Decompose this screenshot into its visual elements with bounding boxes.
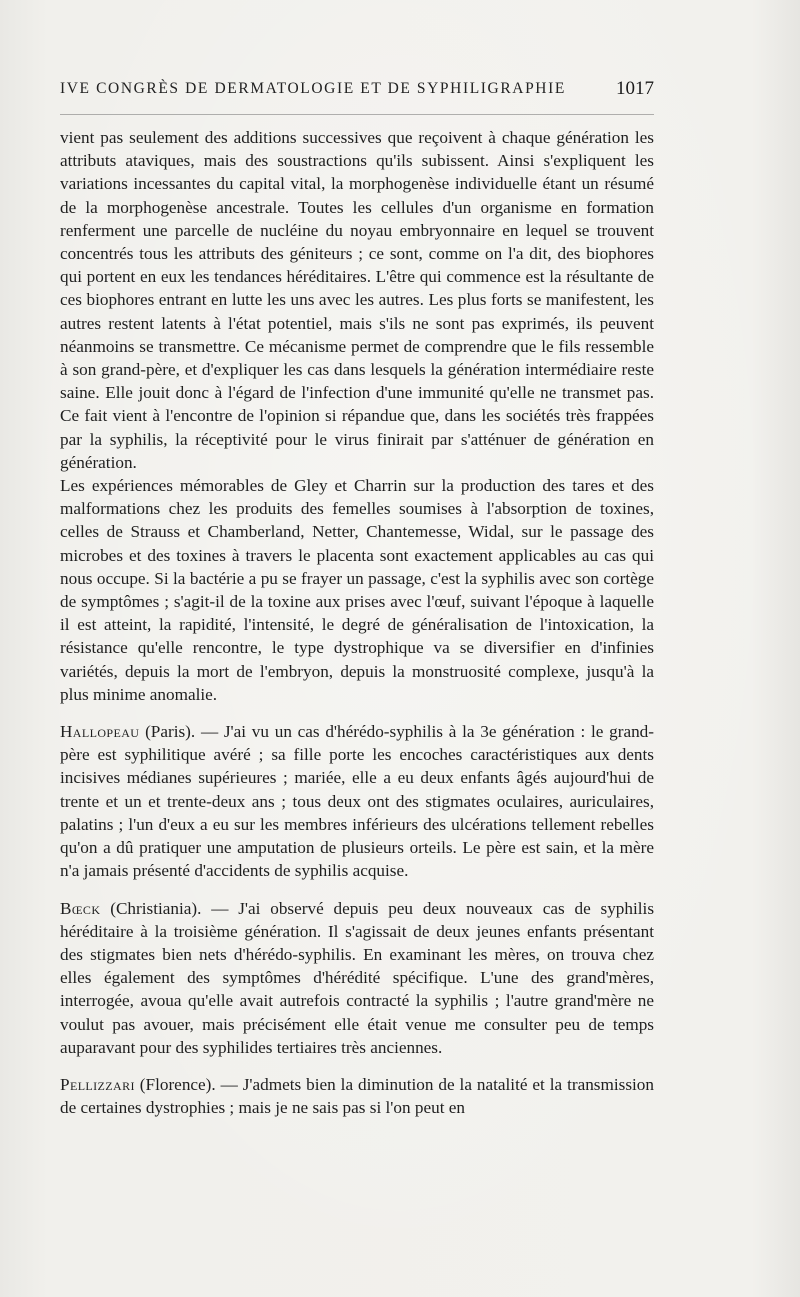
page-header [60, 78, 654, 104]
intervention-pellizzari [60, 1073, 654, 1119]
speaker-location: (Florence). [134, 1074, 216, 1094]
running-head: IVE CONGRÈS DE DERMATOLOGIE ET DE SYPHILIGRAPHIE [60, 80, 566, 97]
intervention-text: — J'ai vu un cas d'hérédo-syphilis à la 3e génération : le grand-père est syphilitique avéré ; sa fille porte les encoches caractéristiques aux dents incisives médianes supérieures ; mariée, elle a eu deux enfants âgés aujourd'hui de trente et un et trente-deux ans ; tous deux ont des stigmates oculaires, auriculaires, palatins ; l'un d'eux a eu sur les membres inférieurs des ulcérations tellement rebelles qu'on a dû pratiquer une amputation de plusieurs orteils. Le père est sain, et la mère n'a jamais présenté d'accidents de syphilis acquise. [60, 722, 654, 881]
speaker-name: Bœck [60, 898, 101, 918]
speaker-location: (Paris). [139, 722, 196, 742]
speaker-name: Pellizzari [60, 1074, 135, 1094]
intervention-text: — J'admets bien la diminution de la natalité et la transmission de certaines dystrophies ; mais je ne sais pas si l'on peut en [60, 1074, 654, 1118]
paragraph-continuation: vient pas seulement des additions successives que reçoivent à chaque génération les attributs ataviques, mais des soustractions qu'ils subissent. Ainsi s'expliquent les variations incessantes du capital vital, la morphogenèse individuelle étant un résumé de la morphogenèse ancestrale. Toutes les cellules d'un organisme en formation renferment une parcelle de nucléine du noyau embryonnaire en lequel se trouvent concentrés tous les attributs des géniteurs ; ce sont, comme on l'a dit, des biophores qui portent en eux les tendances héréditaires. L'être qui commence est la résultante de ces biophores entrant en lutte les uns avec les autres. Les plus forts se manifestent, les autres restent latents à l'état potentiel, mais s'ils ne sont pas exprimés, ils peuvent néanmoins se transmettre. Ce mécanisme permet de comprendre que le fils ressemble à son grand-père, et d'expliquer les cas dans lesquels la génération intermédiaire reste saine. Elle jouit donc à l'égard de l'infection d'une immunité qu'elle ne transmet pas. Ce fait vient à l'encontre de l'opinion si répandue que, dans les sociétés très frappées par la syphilis, la réceptivité pour le virus finirait par s'atténuer de génération en génération. [60, 128, 654, 472]
page-number: 1017 [616, 78, 654, 99]
body-text [60, 126, 654, 1119]
intervention-hallopeau [60, 720, 654, 882]
paragraph-experiments: Les expériences mémorables de Gley et Charrin sur la production des tares et des malformations chez les produits des femelles soumises à l'absorption de toxines, celles de Strauss et Chamberland, Netter, Chantemesse, Widal, sur le passage des microbes et des toxines à travers le placenta sont exactement applicables au cas qui nous occupe. Si la bactérie a pu se frayer un passage, c'est la syphilis avec son cortège de symptômes ; s'agit-il de la toxine aux prises avec l'œuf, suivant l'époque à laquelle il est atteint, la rapidité, l'intensité, le degré de généralisation de l'intoxication, la résistance qu'elle rencontre, le type dystrophique va se diversifier en d'infinies variétés, depuis la mort de l'embryon, depuis la monstruosité complexe, jusqu'à la plus minime anomalie. [60, 476, 654, 704]
intervention-boeck [60, 897, 654, 1059]
header-rule [60, 114, 654, 115]
speaker-name: Hallopeau [60, 722, 140, 742]
speaker-location: (Christiania). [100, 898, 202, 918]
intervention-text: — J'ai observé depuis peu deux nouveaux cas de syphilis héréditaire à la troisième génération. Il s'agissait de deux jeunes enfants présentant des stigmates bien nets d'hérédo-syphilis. En examinant les mères, on trouva chez elles également des symptômes d'hérédité spécifique. L'une des grand'mères, interrogée, avoua qu'elle avait autrefois contracté la syphilis ; l'autre grand'mère ne voulut pas avouer, mais précisément elle était venue me consulter peu de temps auparavant pour des syphilides tertiaires très anciennes. [60, 898, 655, 1057]
